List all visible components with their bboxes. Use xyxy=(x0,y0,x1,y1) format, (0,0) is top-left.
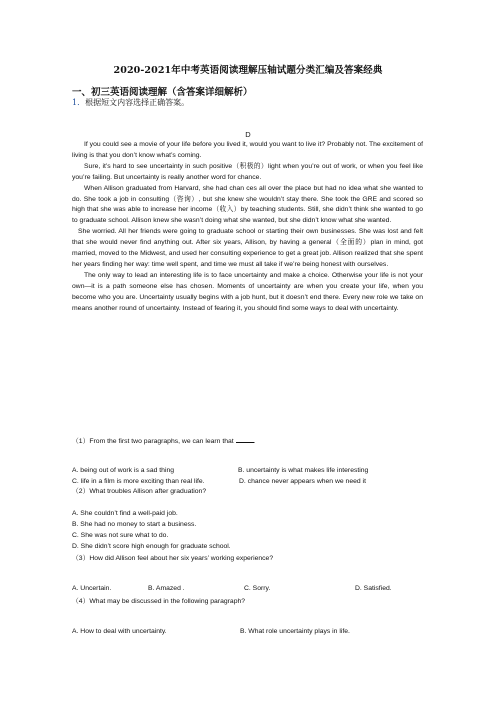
option-b[interactable]: B. She had no money to start a business. xyxy=(72,520,197,528)
paragraph-1: If you could see a movie of your life before you lived it, would you want to live it? Probably not. The excitement of living is that you don’t know what’s coming. xyxy=(72,141,423,159)
question-1-end: . xyxy=(253,438,256,445)
option-a[interactable]: A. Uncertain. xyxy=(72,585,112,592)
option-b[interactable]: B. uncertainty is what makes life interesting xyxy=(238,467,369,474)
answer-blank xyxy=(236,436,254,443)
section-heading: 一、初三英语阅读理解（含答案详细解析） xyxy=(72,87,253,98)
question-2-text: （2）What troubles Allison after graduation? xyxy=(72,488,207,495)
question-3-options xyxy=(72,584,432,595)
question-4-text: （4）What may be discussed in the following paragraph? xyxy=(72,598,246,605)
instruction-line xyxy=(72,97,189,108)
paragraph-2: Sure, it’s hard to see uncertainty in such positive（积极的）light when you’re out of work, or when you feel like you’re failing. But uncertainty is really another word for chance. xyxy=(72,162,423,181)
option-c[interactable]: C. Sorry. xyxy=(244,585,271,592)
passage-body xyxy=(72,140,423,315)
paragraph-3: When Allison graduated from Harvard, she had chan ces all over the place but had no idea what she wanted to do. She took a job in consulting（咨询）, but she knew she wouldn’t stay there. She took the GRE and scored so high that she was able to increase her income（收入）by teaching students. Still, she didn’t think she wanted to go to graduate school. Allison knew she wasn’t doing what she wanted, but she didn’t know what she wanted. xyxy=(72,184,423,225)
question-4-options xyxy=(72,627,432,638)
paragraph-5: The only way to lead an interesting life is to face uncertainty and make a choice. Otherwise your life is not your own—it is a path someone else has chosen. Moments of uncertainty are when you create your life, when you become who you are. Uncertainty usually begins with a job hunt, but it doesn’t end there. Every new role we take on means another round of uncertainty. Instead of fearing it, you should find some ways to deal with uncertainty. xyxy=(72,271,423,312)
option-d[interactable]: D. Satisfied. xyxy=(355,585,392,592)
question-2 xyxy=(72,487,432,498)
question-2-options xyxy=(72,509,432,553)
option-a[interactable]: A. being out of work is a sad thing xyxy=(72,467,175,474)
question-1-text: （1）From the first two paragraphs, we can learn that xyxy=(72,438,236,445)
question-number: 1． xyxy=(72,98,86,107)
passage-label: D xyxy=(245,130,251,139)
option-c[interactable]: C. life in a film is more exciting than real life. xyxy=(72,478,205,485)
question-1-stem xyxy=(72,436,432,448)
option-c[interactable]: C. She was not sure what to do. xyxy=(72,531,169,539)
question-3 xyxy=(72,554,432,565)
option-b[interactable]: B. Amazed . xyxy=(148,585,185,592)
option-b[interactable]: B. What role uncertainty plays in life. xyxy=(240,628,350,635)
option-d[interactable]: D. She didn’t score high enough for graduate school. xyxy=(72,542,231,550)
question-4 xyxy=(72,597,432,608)
question-3-text: （3）How did Allison feel about her six years’ working experience? xyxy=(72,555,274,562)
question-1-options-row-1 xyxy=(72,466,432,477)
option-a[interactable]: A. How to deal with uncertainty. xyxy=(72,628,167,635)
paragraph-4: She worried. All her friends were going to graduate school or starting their own businesses. She was lost and felt that she would never find anything out. After six years, Allison, by having a general（全面的）plan in mind, got married, moved to the Midwest, and used her consulting experience to get a great job. Allison realized that she spent her years finding her way: time well spent, and time we must all take if we’re being honest with ourselves. xyxy=(72,228,423,268)
question-1 xyxy=(72,436,432,448)
option-a[interactable]: A. She couldn’t find a well-paid job. xyxy=(72,510,178,517)
option-d[interactable]: D. chance never appears when we need it xyxy=(239,478,366,485)
instruction-text: 根据短文内容选择正确答案。 xyxy=(85,98,190,107)
document-title: 2020-2021年中考英语阅读理解压轴试题分类汇编及答案经典 xyxy=(113,65,383,76)
